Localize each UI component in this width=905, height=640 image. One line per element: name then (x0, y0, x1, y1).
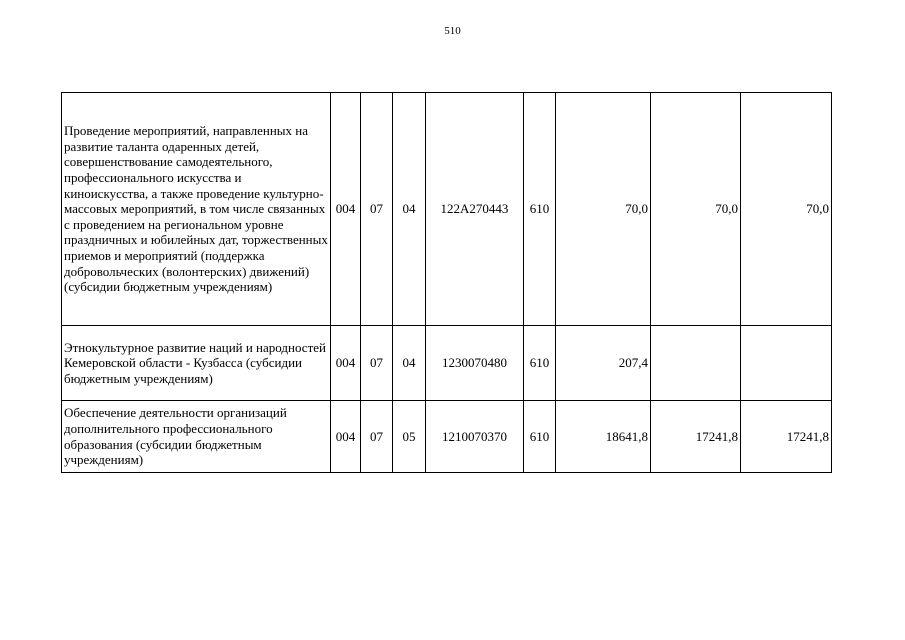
amount-year-2: 17241,8 (651, 401, 741, 473)
amount-year-3: 17241,8 (741, 401, 832, 473)
section-code: 07 (361, 326, 393, 401)
section-code: 07 (361, 93, 393, 326)
expense-type-code: 610 (524, 93, 556, 326)
row-description: Этнокультурное развитие наций и народностей Кемеровской области - Кузбасса (субсидии бюджетным учреждениям) (62, 326, 331, 401)
budget-table (61, 92, 832, 473)
table-row (62, 93, 832, 326)
amount-year-2: 70,0 (651, 93, 741, 326)
amount-year-3 (741, 326, 832, 401)
row-description: Обеспечение деятельности организаций дополнительного профессионального образования (субсидии бюджетным учреждениям) (62, 401, 331, 473)
amount-year-2 (651, 326, 741, 401)
amount-year-3: 70,0 (741, 93, 832, 326)
target-article-code: 1210070370 (426, 401, 524, 473)
amount-year-1: 18641,8 (556, 401, 651, 473)
amount-year-1: 70,0 (556, 93, 651, 326)
subsection-code: 04 (393, 93, 426, 326)
table-row (62, 401, 832, 473)
row-description: Проведение мероприятий, направленных на развитие таланта одаренных детей, совершенствование самодеятельного, профессионального искусства и киноискусства, а также проведение культурно-массовых мероприятий, в том числе связанных с проведением на региональном уровне праздничных и юбилейных дат, торжественных приемов и мероприятий (поддержка добровольческих (волонтерских) движений) (субсидии бюджетным учреждениям) (62, 93, 331, 326)
ministry-code: 004 (331, 326, 361, 401)
target-article-code: 122A270443 (426, 93, 524, 326)
target-article-code: 1230070480 (426, 326, 524, 401)
amount-year-1: 207,4 (556, 326, 651, 401)
expense-type-code: 610 (524, 401, 556, 473)
section-code: 07 (361, 401, 393, 473)
subsection-code: 05 (393, 401, 426, 473)
subsection-code: 04 (393, 326, 426, 401)
ministry-code: 004 (331, 401, 361, 473)
table-row (62, 326, 832, 401)
page-number: 510 (444, 25, 461, 37)
ministry-code: 004 (331, 93, 361, 326)
expense-type-code: 610 (524, 326, 556, 401)
